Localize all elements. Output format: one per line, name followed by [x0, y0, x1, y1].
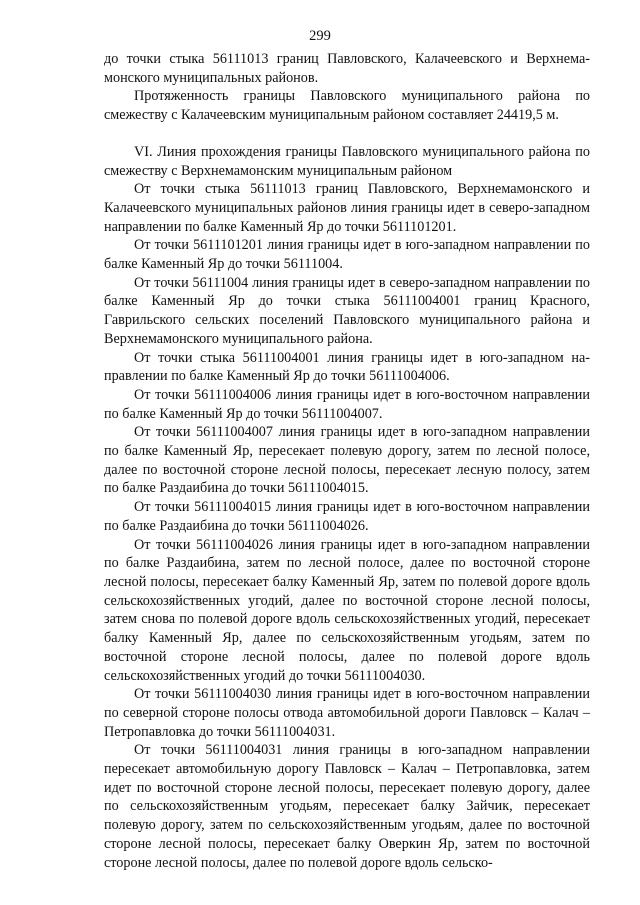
paragraph: От точки 5611101201 линия границы идет в юго-западном направлении по балке Каменный Яр до точки 56111004. — [104, 237, 590, 273]
paragraph: От точки стыка 56111013 границ Павловского, Верхнемамонского и Калачеевского муниципальных районов линия границы идет в северо-западном направлении по балке Каменный Яр до точки 5611101201. — [104, 181, 590, 235]
paragraph: От точки стыка 56111004001 линия границы идет в юго-западном направлении по балке Каменный Яр до точки 56111004006. — [104, 349, 590, 385]
section-heading: VI. Линия прохождения границы Павловского муниципального района по смежеству с Верхнемамонским муниципальным районом — [104, 143, 590, 179]
paragraph: От точки 56111004006 линия границы идет в юго-восточном направлении по балке Каменный Яр до точки 56111004007. — [104, 386, 590, 422]
document-body — [104, 50, 590, 872]
paragraph: От точки 56111004031 линия границы в юго-западном направлении пересекает автомобильную дорогу Павловск – Калач – Петропавловка, затем идет по восточной стороне лесной полосы, пересекает полевую дорогу, далее по сельскохозяйственным угодьям, пересекает балку Зайчик, пересекает полевую дорогу, затем по сельскохозяйственным угодьям, далее по восточной стороне лесной полосы, пересекает балку Оверкин Яр, затем по восточной стороне лесной полосы, далее по полевой дороге вдоль сельско- — [104, 742, 590, 871]
page-number: 299 — [309, 28, 331, 44]
paragraph: От точки 56111004026 линия границы идет в юго-западном направлении по балке Раздаибина, затем по лесной полосе, далее по восточной стороне лесной полосы, пересекает балку Каменный Яр, затем по полевой дороге вдоль сельскохозяйственных угодий, далее по восточной стороне лесной полосы, затем снова по полевой дороге вдоль сельскохозяйственных угодий, пересекает балку Каменный Яр, далее по сельскохозяйственным угодьям, затем по восточной стороне лесной полосы, далее по полевой дороге вдоль сельскохозяйственных угодий до точки 56111004030. — [104, 536, 590, 684]
paragraph: От точки 56111004030 линия границы идет в юго-восточном направлении по северной стороне полосы отвода автомобильной дороги Павловск – Калач – Петропавловка до точки 56111004031. — [104, 686, 590, 740]
paragraph: От точки 56111004 линия границы идет в северо-западном направлении по балке Каменный Яр до точки стыка 56111004001 границ Красного, Гаврильского сельских поселений Павловского муниципального района и Верхнемамонского муниципального района. — [104, 274, 590, 347]
paragraph-continuation: до точки стыка 56111013 границ Павловского, Калачеевского и Верхнемамонского муниципальных районов. — [104, 51, 590, 86]
paragraph: От точки 56111004007 линия границы идет в юго-западном направлении по балке Каменный Яр, пересекает полевую дорогу, затем по лесной полосе, далее по восточной стороне лесной полосы, пересекает лесную полосу, затем по балке Раздаибина до точки 56111004015. — [104, 424, 590, 497]
paragraph-boundary-length: Протяженность границы Павловского муниципального района по смежеству с Калачеевским муниципальным районом составляет 24419,5 м. — [104, 88, 590, 124]
paragraph: От точки 56111004015 линия границы идет в юго-восточном направлении по балке Раздаибина до точки 56111004026. — [104, 499, 590, 534]
